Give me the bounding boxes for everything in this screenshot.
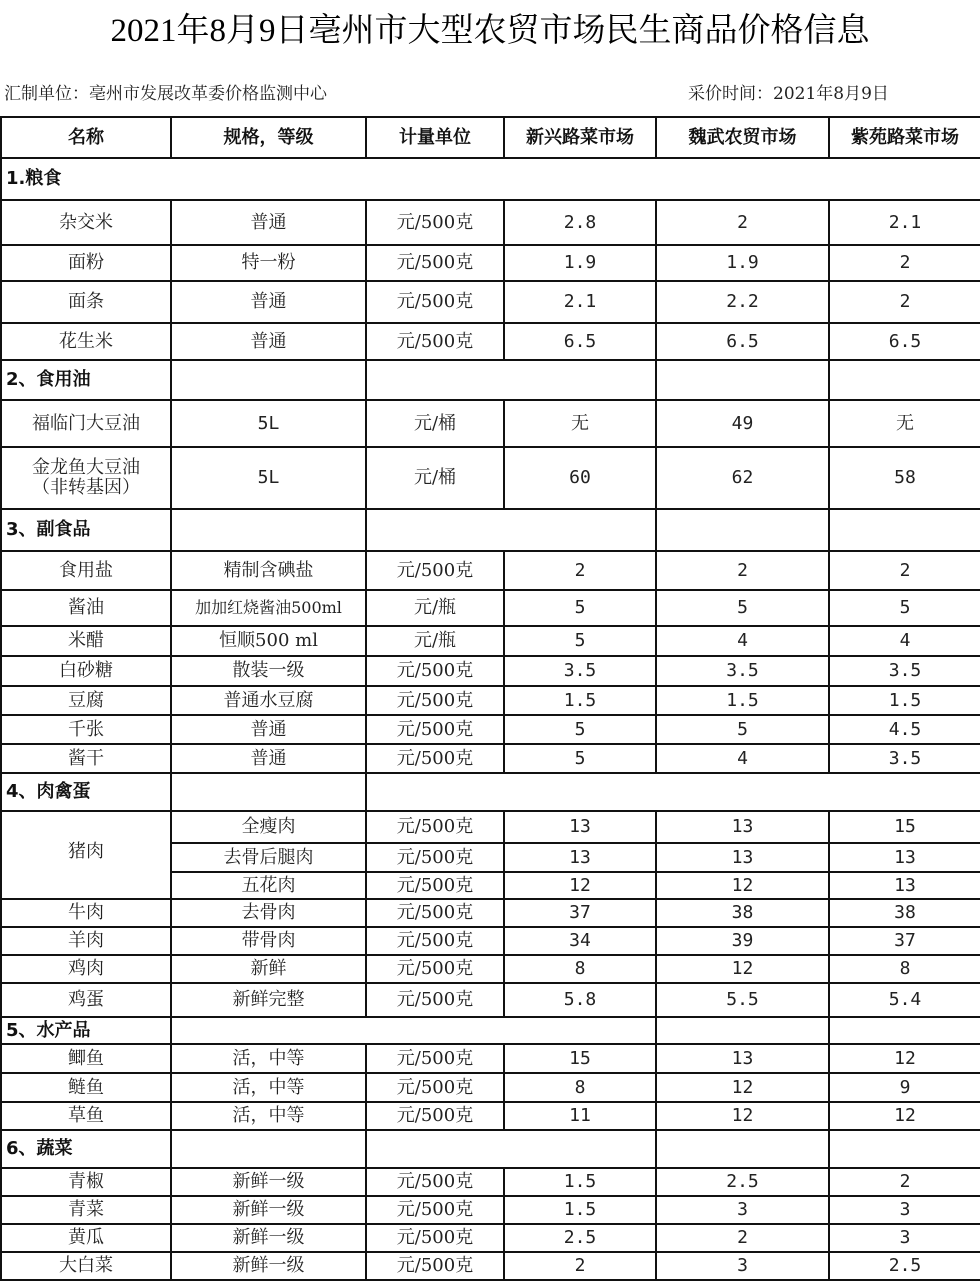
price-ziyuan: 12 — [829, 1044, 980, 1073]
price-xinxing: 5 — [504, 590, 656, 626]
table-row — [1, 656, 980, 686]
empty-cell — [366, 360, 656, 400]
price-weiwu: 39 — [656, 927, 829, 955]
price-xinxing: 2 — [504, 1252, 656, 1280]
item-unit: 元/桶 — [366, 447, 504, 509]
item-name: 羊肉 — [1, 927, 171, 955]
price-weiwu: 12 — [656, 955, 829, 983]
price-xinxing: 13 — [504, 811, 656, 843]
price-weiwu: 12 — [656, 1102, 829, 1130]
price-ziyuan: 5 — [829, 590, 980, 626]
price-xinxing: 2 — [504, 551, 656, 590]
section-row-aquatic — [1, 1017, 980, 1044]
item-spec: 普通 — [171, 744, 366, 773]
table-row — [1, 811, 980, 843]
empty-cell — [171, 773, 366, 811]
price-xinxing: 37 — [504, 899, 656, 927]
item-unit: 元/500克 — [366, 551, 504, 590]
price-weiwu: 13 — [656, 1044, 829, 1073]
price-xinxing: 8 — [504, 955, 656, 983]
item-spec: 新鲜 — [171, 955, 366, 983]
price-weiwu: 2.2 — [656, 281, 829, 323]
item-spec: 全瘦肉 — [171, 811, 366, 843]
item-name-line2: （非转基因） — [32, 477, 140, 498]
section-label: 1.粮食 — [1, 158, 980, 200]
empty-cell — [829, 360, 980, 400]
table-row — [1, 400, 980, 447]
price-ziyuan: 8 — [829, 955, 980, 983]
item-spec: 新鲜一级 — [171, 1196, 366, 1224]
table-row — [1, 1073, 980, 1102]
table-row — [1, 200, 980, 245]
item-name: 食用盐 — [1, 551, 171, 590]
item-name: 鲢鱼 — [1, 1073, 171, 1102]
page-title: 2021年8月9日亳州市大型农贸市场民生商品价格信息 — [110, 13, 870, 49]
table-row — [1, 447, 980, 509]
price-ziyuan: 13 — [829, 872, 980, 899]
table-row — [1, 715, 980, 744]
empty-cell — [366, 773, 980, 811]
price-ziyuan: 1.5 — [829, 686, 980, 715]
item-unit: 元/500克 — [366, 955, 504, 983]
item-unit: 元/桶 — [366, 400, 504, 447]
table-row — [1, 927, 980, 955]
item-spec: 普通 — [171, 281, 366, 323]
price-xinxing: 3.5 — [504, 656, 656, 686]
item-spec: 普通水豆腐 — [171, 686, 366, 715]
price-weiwu: 38 — [656, 899, 829, 927]
item-name: 福临门大豆油 — [1, 400, 171, 447]
price-ziyuan: 2.1 — [829, 200, 980, 245]
item-spec: 活，中等 — [171, 1102, 366, 1130]
item-name: 千张 — [1, 715, 171, 744]
empty-cell — [171, 1130, 366, 1168]
item-spec: 去骨肉 — [171, 899, 366, 927]
section-row-oil — [1, 360, 980, 400]
item-name-line1: 金龙鱼大豆油 — [32, 457, 140, 479]
item-name: 青菜 — [1, 1196, 171, 1224]
empty-cell — [656, 509, 829, 551]
item-unit: 元/500克 — [366, 744, 504, 773]
table-row — [1, 899, 980, 927]
price-ziyuan: 无 — [829, 400, 980, 447]
price-xinxing: 5 — [504, 715, 656, 744]
price-ziyuan: 9 — [829, 1073, 980, 1102]
section-label: 4、肉禽蛋 — [1, 773, 171, 811]
item-unit: 元/500克 — [366, 245, 504, 281]
section-row-nonstaple — [1, 509, 980, 551]
item-unit: 元/500克 — [366, 656, 504, 686]
section-label: 2、食用油 — [1, 360, 171, 400]
item-name: 草鱼 — [1, 1102, 171, 1130]
item-unit: 元/500克 — [366, 1102, 504, 1130]
price-weiwu: 1.5 — [656, 686, 829, 715]
header-spec: 规格，等级 — [171, 117, 366, 158]
table-row — [1, 744, 980, 773]
item-unit: 元/瓶 — [366, 590, 504, 626]
price-ziyuan: 3 — [829, 1196, 980, 1224]
empty-cell — [829, 509, 980, 551]
item-spec: 精制含碘盐 — [171, 551, 366, 590]
price-ziyuan: 15 — [829, 811, 980, 843]
header-market-xinxing: 新兴路菜市场 — [504, 117, 656, 158]
price-ziyuan: 2 — [829, 1168, 980, 1196]
price-ziyuan: 12 — [829, 1102, 980, 1130]
header-market-ziyuan: 紫苑路菜市场 — [829, 117, 980, 158]
item-unit: 元/500克 — [366, 1168, 504, 1196]
price-weiwu: 4 — [656, 626, 829, 656]
price-weiwu: 2.5 — [656, 1168, 829, 1196]
price-ziyuan: 58 — [829, 447, 980, 509]
price-xinxing: 15 — [504, 1044, 656, 1073]
price-weiwu: 3.5 — [656, 656, 829, 686]
price-weiwu: 3 — [656, 1252, 829, 1280]
price-ziyuan: 2.5 — [829, 1252, 980, 1280]
section-row-meat — [1, 773, 980, 811]
table-row — [1, 1044, 980, 1073]
item-unit: 元/500克 — [366, 843, 504, 872]
item-unit: 元/500克 — [366, 927, 504, 955]
item-name: 鸡蛋 — [1, 983, 171, 1017]
price-xinxing: 1.9 — [504, 245, 656, 281]
item-unit: 元/500克 — [366, 715, 504, 744]
price-xinxing: 60 — [504, 447, 656, 509]
item-name: 黄瓜 — [1, 1224, 171, 1252]
item-unit: 元/500克 — [366, 899, 504, 927]
item-unit: 元/500克 — [366, 281, 504, 323]
table-row — [1, 1168, 980, 1196]
item-unit: 元/500克 — [366, 1073, 504, 1102]
price-weiwu: 12 — [656, 1073, 829, 1102]
price-ziyuan: 38 — [829, 899, 980, 927]
price-xinxing: 13 — [504, 843, 656, 872]
price-xinxing: 2.8 — [504, 200, 656, 245]
price-ziyuan: 37 — [829, 927, 980, 955]
item-name: 鲫鱼 — [1, 1044, 171, 1073]
table-row — [1, 323, 980, 360]
item-name: 白砂糖 — [1, 656, 171, 686]
empty-cell — [171, 1017, 656, 1044]
compiler-label: 汇制单位：亳州市发展改革委价格监测中心 — [4, 84, 327, 104]
price-ziyuan: 5.4 — [829, 983, 980, 1017]
empty-cell — [656, 1130, 829, 1168]
price-ziyuan: 2 — [829, 245, 980, 281]
price-xinxing: 1.5 — [504, 1196, 656, 1224]
empty-cell — [171, 509, 366, 551]
item-spec: 加加红烧酱油500ml — [171, 590, 366, 626]
item-unit: 元/500克 — [366, 1224, 504, 1252]
item-name: 面粉 — [1, 245, 171, 281]
item-unit: 元/瓶 — [366, 626, 504, 656]
empty-cell — [656, 1017, 829, 1044]
empty-cell — [829, 1130, 980, 1168]
price-xinxing: 34 — [504, 927, 656, 955]
price-weiwu: 62 — [656, 447, 829, 509]
item-spec: 新鲜完整 — [171, 983, 366, 1017]
price-xinxing: 8 — [504, 1073, 656, 1102]
item-unit: 元/500克 — [366, 200, 504, 245]
table-row — [1, 551, 980, 590]
item-unit: 元/500克 — [366, 1196, 504, 1224]
price-ziyuan: 2 — [829, 551, 980, 590]
item-spec: 活，中等 — [171, 1044, 366, 1073]
header-name: 名称 — [1, 117, 171, 158]
price-weiwu: 3 — [656, 1196, 829, 1224]
price-xinxing: 2.5 — [504, 1224, 656, 1252]
item-unit: 元/500克 — [366, 983, 504, 1017]
price-weiwu: 13 — [656, 843, 829, 872]
table-header-row — [1, 117, 980, 158]
item-spec: 5L — [171, 400, 366, 447]
item-spec: 活，中等 — [171, 1073, 366, 1102]
price-ziyuan: 13 — [829, 843, 980, 872]
price-xinxing: 11 — [504, 1102, 656, 1130]
item-name: 猪肉 — [1, 811, 171, 899]
price-weiwu: 2 — [656, 200, 829, 245]
item-spec: 5L — [171, 447, 366, 509]
item-spec: 普通 — [171, 715, 366, 744]
item-name: 面条 — [1, 281, 171, 323]
price-ziyuan: 3 — [829, 1224, 980, 1252]
price-ziyuan: 6.5 — [829, 323, 980, 360]
price-xinxing: 5 — [504, 626, 656, 656]
price-xinxing: 无 — [504, 400, 656, 447]
item-spec: 新鲜一级 — [171, 1252, 366, 1280]
item-unit: 元/500克 — [366, 323, 504, 360]
price-weiwu: 49 — [656, 400, 829, 447]
table-row — [1, 281, 980, 323]
item-name — [1, 447, 171, 509]
table-row — [1, 983, 980, 1017]
item-spec: 普通 — [171, 323, 366, 360]
table-row — [1, 955, 980, 983]
item-name: 鸡肉 — [1, 955, 171, 983]
empty-cell — [656, 360, 829, 400]
item-spec: 新鲜一级 — [171, 1168, 366, 1196]
price-xinxing: 1.5 — [504, 686, 656, 715]
header-unit: 计量单位 — [366, 117, 504, 158]
item-spec: 去骨后腿肉 — [171, 843, 366, 872]
table-row — [1, 686, 980, 715]
section-label: 3、副食品 — [1, 509, 171, 551]
price-ziyuan: 3.5 — [829, 656, 980, 686]
price-weiwu: 5.5 — [656, 983, 829, 1017]
section-row-grain — [1, 158, 980, 200]
item-name: 米醋 — [1, 626, 171, 656]
sample-date-label: 采价时间：2021年8月9日 — [688, 84, 889, 104]
price-weiwu: 4 — [656, 744, 829, 773]
price-weiwu: 5 — [656, 715, 829, 744]
item-spec: 五花肉 — [171, 872, 366, 899]
price-xinxing: 5.8 — [504, 983, 656, 1017]
section-row-vegetables — [1, 1130, 980, 1168]
price-ziyuan: 4 — [829, 626, 980, 656]
item-unit: 元/500克 — [366, 686, 504, 715]
table-row — [1, 1224, 980, 1252]
table-row — [1, 1252, 980, 1280]
item-name: 大白菜 — [1, 1252, 171, 1280]
item-name: 牛肉 — [1, 899, 171, 927]
item-name: 酱干 — [1, 744, 171, 773]
price-weiwu: 12 — [656, 872, 829, 899]
section-label: 5、水产品 — [1, 1017, 171, 1044]
table-row — [1, 1102, 980, 1130]
price-weiwu: 6.5 — [656, 323, 829, 360]
empty-cell — [829, 1017, 980, 1044]
section-label: 6、蔬菜 — [1, 1130, 171, 1168]
item-name: 豆腐 — [1, 686, 171, 715]
empty-cell — [171, 360, 366, 400]
item-spec: 特一粉 — [171, 245, 366, 281]
item-spec: 恒顺500 ml — [171, 626, 366, 656]
table-row — [1, 626, 980, 656]
price-xinxing: 5 — [504, 744, 656, 773]
item-spec: 带骨肉 — [171, 927, 366, 955]
price-xinxing: 1.5 — [504, 1168, 656, 1196]
price-xinxing: 2.1 — [504, 281, 656, 323]
item-name: 酱油 — [1, 590, 171, 626]
price-weiwu: 13 — [656, 811, 829, 843]
table-row — [1, 1196, 980, 1224]
price-weiwu: 1.9 — [656, 245, 829, 281]
price-ziyuan: 4.5 — [829, 715, 980, 744]
price-weiwu: 5 — [656, 590, 829, 626]
item-name: 杂交米 — [1, 200, 171, 245]
price-xinxing: 6.5 — [504, 323, 656, 360]
table-row — [1, 590, 980, 626]
header-market-weiwu: 魏武农贸市场 — [656, 117, 829, 158]
empty-cell — [366, 509, 656, 551]
item-name: 青椒 — [1, 1168, 171, 1196]
item-unit: 元/500克 — [366, 1252, 504, 1280]
table-row — [1, 245, 980, 281]
item-spec: 普通 — [171, 200, 366, 245]
price-ziyuan: 3.5 — [829, 744, 980, 773]
price-xinxing: 12 — [504, 872, 656, 899]
item-unit: 元/500克 — [366, 1044, 504, 1073]
item-spec: 散装一级 — [171, 656, 366, 686]
price-weiwu: 2 — [656, 1224, 829, 1252]
price-table — [0, 116, 980, 1281]
item-unit: 元/500克 — [366, 872, 504, 899]
price-weiwu: 2 — [656, 551, 829, 590]
item-spec: 新鲜一级 — [171, 1224, 366, 1252]
item-unit: 元/500克 — [366, 811, 504, 843]
price-ziyuan: 2 — [829, 281, 980, 323]
empty-cell — [366, 1130, 656, 1168]
item-name: 花生米 — [1, 323, 171, 360]
